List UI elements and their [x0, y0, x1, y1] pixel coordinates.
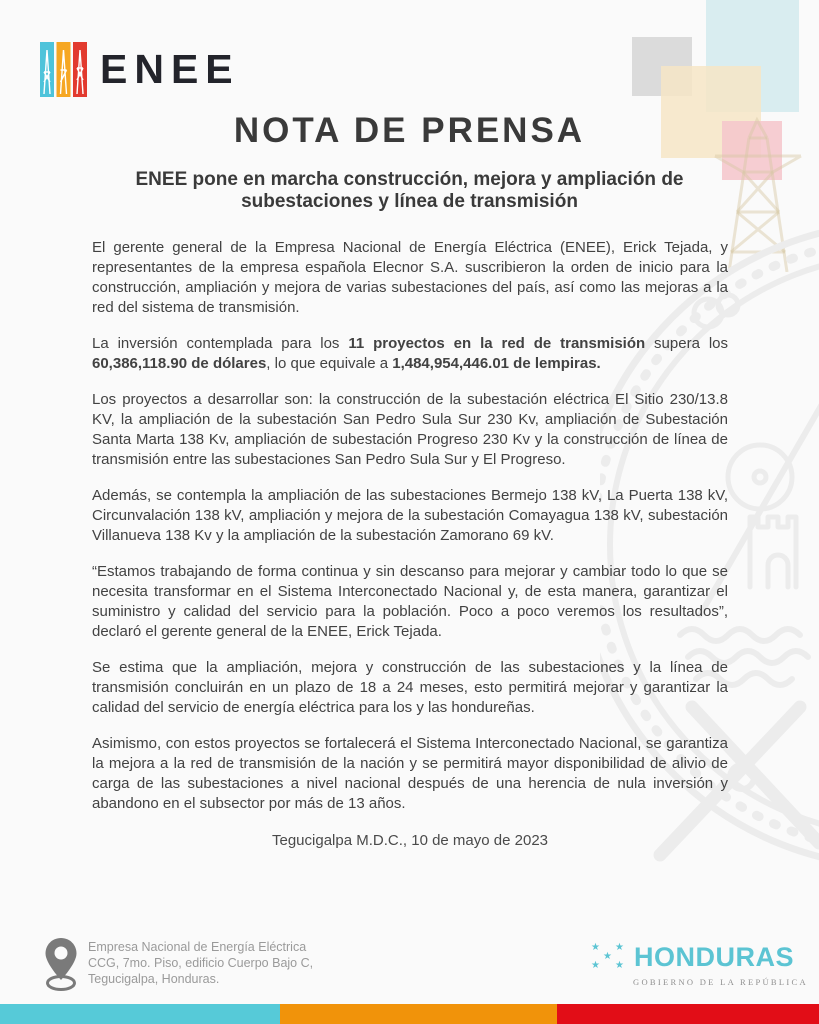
- paragraph: [92, 658, 728, 718]
- enee-towers-logo-mark-icon: [40, 42, 87, 97]
- paragraph: [92, 486, 728, 546]
- paragraph-text: El gerente general de la Empresa Nacional de Energía Eléctrica (ENEE), Erick Tejada, y representantes de la empresa española Elecnor S.A. suscribieron la orden de inicio para la construcción, ampliación y mejora de varias subestaciones del país, así como las mejoras a la red del sistema de transmisión.: [92, 239, 728, 316]
- bar-segment-red: [557, 1004, 819, 1024]
- paragraph: [92, 334, 728, 374]
- paragraph-text-bold: 60,386,118.90 de dólares: [92, 355, 267, 372]
- footer-color-bar: [0, 1004, 819, 1024]
- bar-segment-orange: [280, 1004, 557, 1024]
- paragraph: [92, 562, 728, 642]
- paragraph-text: La inversión contemplada para los: [92, 335, 349, 352]
- paragraph: [92, 390, 728, 470]
- paragraph-text: supera los: [645, 335, 728, 352]
- government-logo-name: HONDURAS: [634, 941, 795, 972]
- paragraph-text: Asimismo, con estos proyectos se fortalecerá el Sistema Interconectado Nacional, se garantiza la mejora a la red de transmisión de la nación y se permitirá mayor disponibilidad de alivio de carga de las subestaciones a nivel nacional después de una herencia de nula inversión y abandono en el subsector por más de 13 años.: [92, 735, 728, 812]
- address-line: Tegucigalpa, Honduras.: [88, 972, 220, 986]
- paragraph-text-bold: 1,484,954,446.01 de lempiras.: [392, 355, 601, 372]
- address-line: CCG, 7mo. Piso, edificio Cuerpo Bajo C,: [88, 956, 314, 970]
- footer-address: [88, 939, 313, 987]
- paragraph-text: , lo que equivale a: [266, 355, 393, 372]
- article-body: [92, 238, 728, 851]
- enee-wordmark: ENEE: [100, 46, 240, 92]
- paragraph-text: “Estamos trabajando de forma continua y sin descanso para mejorar y cambiar todo lo que se necesita transformar en el Sistema Interconectado Nacional y, de esta manera, garantizar el suministro y calidad del servicio para la población. Poco a poco veremos los resultados”, declaró el gerente general de la ENEE, Erick Tejada.: [92, 563, 728, 640]
- paragraph-text: Los proyectos a desarrollar son: la construcción de la subestación eléctrica El Sitio 230/13.8 KV, la ampliación de la subestación San Pedro Sula Sur 230 Kv, ampliación de Subestación Santa Marta 138 Kv, ampliación de subestación Progreso 230 Kv y la construcción de línea de transmisión entre las subestaciones San Pedro Sula Sur y El Progreso.: [92, 391, 728, 468]
- paragraph-text-bold: 11 proyectos en la red de transmisión: [348, 335, 646, 352]
- enee-logo: [40, 42, 240, 97]
- government-logo: [591, 941, 808, 987]
- bar-segment-cyan: [0, 1004, 280, 1024]
- paragraph-text: Además, se contempla la ampliación de las subestaciones Bermejo 138 kV, La Puerta 138 kV, Circunvalación 138 kV, ampliación y mejora de la subestación Comayagua 138 kV, subestación Villanueva 138 Kv y la ampliación de la subestación Zamorano 69 kV.: [92, 487, 728, 544]
- dateline: Tegucigalpa M.D.C., 10 de mayo de 2023: [272, 832, 548, 849]
- address-line: Empresa Nacional de Energía Eléctrica: [88, 940, 307, 954]
- government-logo-tagline: GOBIERNO DE LA REPÚBLICA: [633, 977, 808, 987]
- paragraph: [92, 238, 728, 318]
- paragraph-text: Se estima que la ampliación, mejora y construcción de las subestaciones y la línea de transmisión concluirán en un plazo de 18 a 24 meses, esto permitirá mejorar y garantizar la calidad del servicio de energía eléctrica para los y las hondureñas.: [92, 659, 728, 716]
- location-pin-icon: [42, 936, 80, 992]
- honduras-stars-icon: ★ ★ ★ ★ ★: [591, 942, 624, 971]
- paragraph: [92, 734, 728, 814]
- page-subtitle: ENEE pone en marcha construcción, mejora y ampliación de subestaciones y línea de transmisión: [135, 169, 684, 212]
- page-title: NOTA DE PRENSA: [233, 111, 586, 150]
